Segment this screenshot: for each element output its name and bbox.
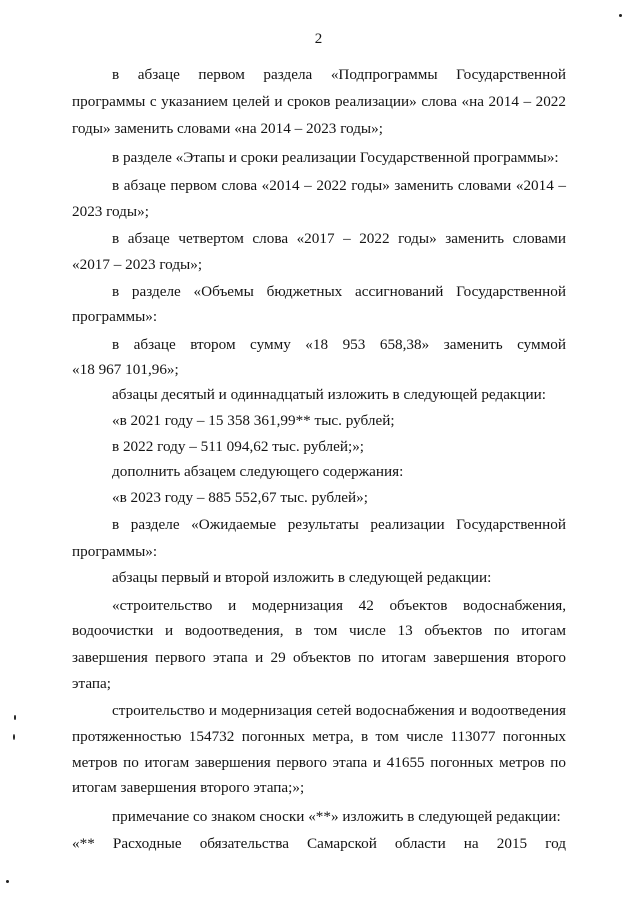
paragraph-line: программы с указанием целей и сроков реализации» слова «на 2014 – 2022 <box>72 93 566 110</box>
paragraph-line: программы»: <box>72 543 158 560</box>
paragraph-line: в разделе «Ожидаемые результаты реализации Государственной <box>112 516 566 533</box>
paragraph-line: абзацы десятый и одиннадцатый изложить в следующей редакции: <box>112 386 546 403</box>
paragraph-line: метров по итогам завершения первого этапа и 41655 погонных метров по <box>72 754 566 771</box>
paragraph-line: в абзаце четвертом слова «2017 – 2022 годы» заменить словами <box>112 230 566 247</box>
paragraph-line: в абзаце втором сумму «18 953 658,38» заменить суммой <box>112 336 566 353</box>
paragraph-line: «в 2021 году – 15 358 361,99** тыс. рублей; <box>112 412 395 429</box>
paragraph-line: в абзаце первом раздела «Подпрограммы Государственной <box>112 66 566 83</box>
paragraph-line: этапа; <box>72 675 111 692</box>
scan-speck <box>6 880 9 883</box>
scan-speck <box>14 715 16 720</box>
paragraph-line: «18 967 101,96»; <box>72 361 179 378</box>
scan-speck <box>13 734 15 740</box>
paragraph-line: строительство и модернизация сетей водоснабжения и водоотведения <box>112 702 566 719</box>
paragraph-line: годы» заменить словами «на 2014 – 2023 годы»; <box>72 120 383 137</box>
paragraph-line: в разделе «Этапы и сроки реализации Государственной программы»: <box>112 149 559 166</box>
paragraph-line: в 2022 году – 511 094,62 тыс. рублей;»; <box>112 438 365 455</box>
paragraph-line: абзацы первый и второй изложить в следующей редакции: <box>112 569 492 586</box>
paragraph-line: итогам завершения второго этапа;»; <box>72 779 305 796</box>
paragraph-line: в разделе «Объемы бюджетных ассигнований Государственной <box>112 283 566 300</box>
paragraph-line: водоочистки и водоотведения, в том числе 13 объектов по итогам <box>72 622 566 639</box>
paragraph-line: «в 2023 году – 885 552,67 тыс. рублей»; <box>112 489 368 506</box>
paragraph-line: дополнить абзацем следующего содержания: <box>112 463 404 480</box>
paragraph-line: в абзаце первом слова «2014 – 2022 годы» заменить словами «2014 – <box>112 177 566 194</box>
paragraph-line: «2017 – 2023 годы»; <box>72 256 203 273</box>
paragraph-line: «** Расходные обязательства Самарской области на 2015 год <box>72 835 566 852</box>
paragraph-line: 2023 годы»; <box>72 203 149 220</box>
scan-speck <box>619 14 622 17</box>
paragraph-line: «строительство и модернизация 42 объектов водоснабжения, <box>112 597 566 614</box>
paragraph-line: примечание со знаком сноски «**» изложить в следующей редакции: <box>112 808 561 825</box>
paragraph-line: завершения первого этапа и 29 объектов по итогам завершения второго <box>72 649 566 666</box>
paragraph-line: протяженностью 154732 погонных метра, в том числе 113077 погонных <box>72 728 566 745</box>
paragraph-line: программы»: <box>72 308 158 325</box>
page-number: 2 <box>314 31 323 47</box>
